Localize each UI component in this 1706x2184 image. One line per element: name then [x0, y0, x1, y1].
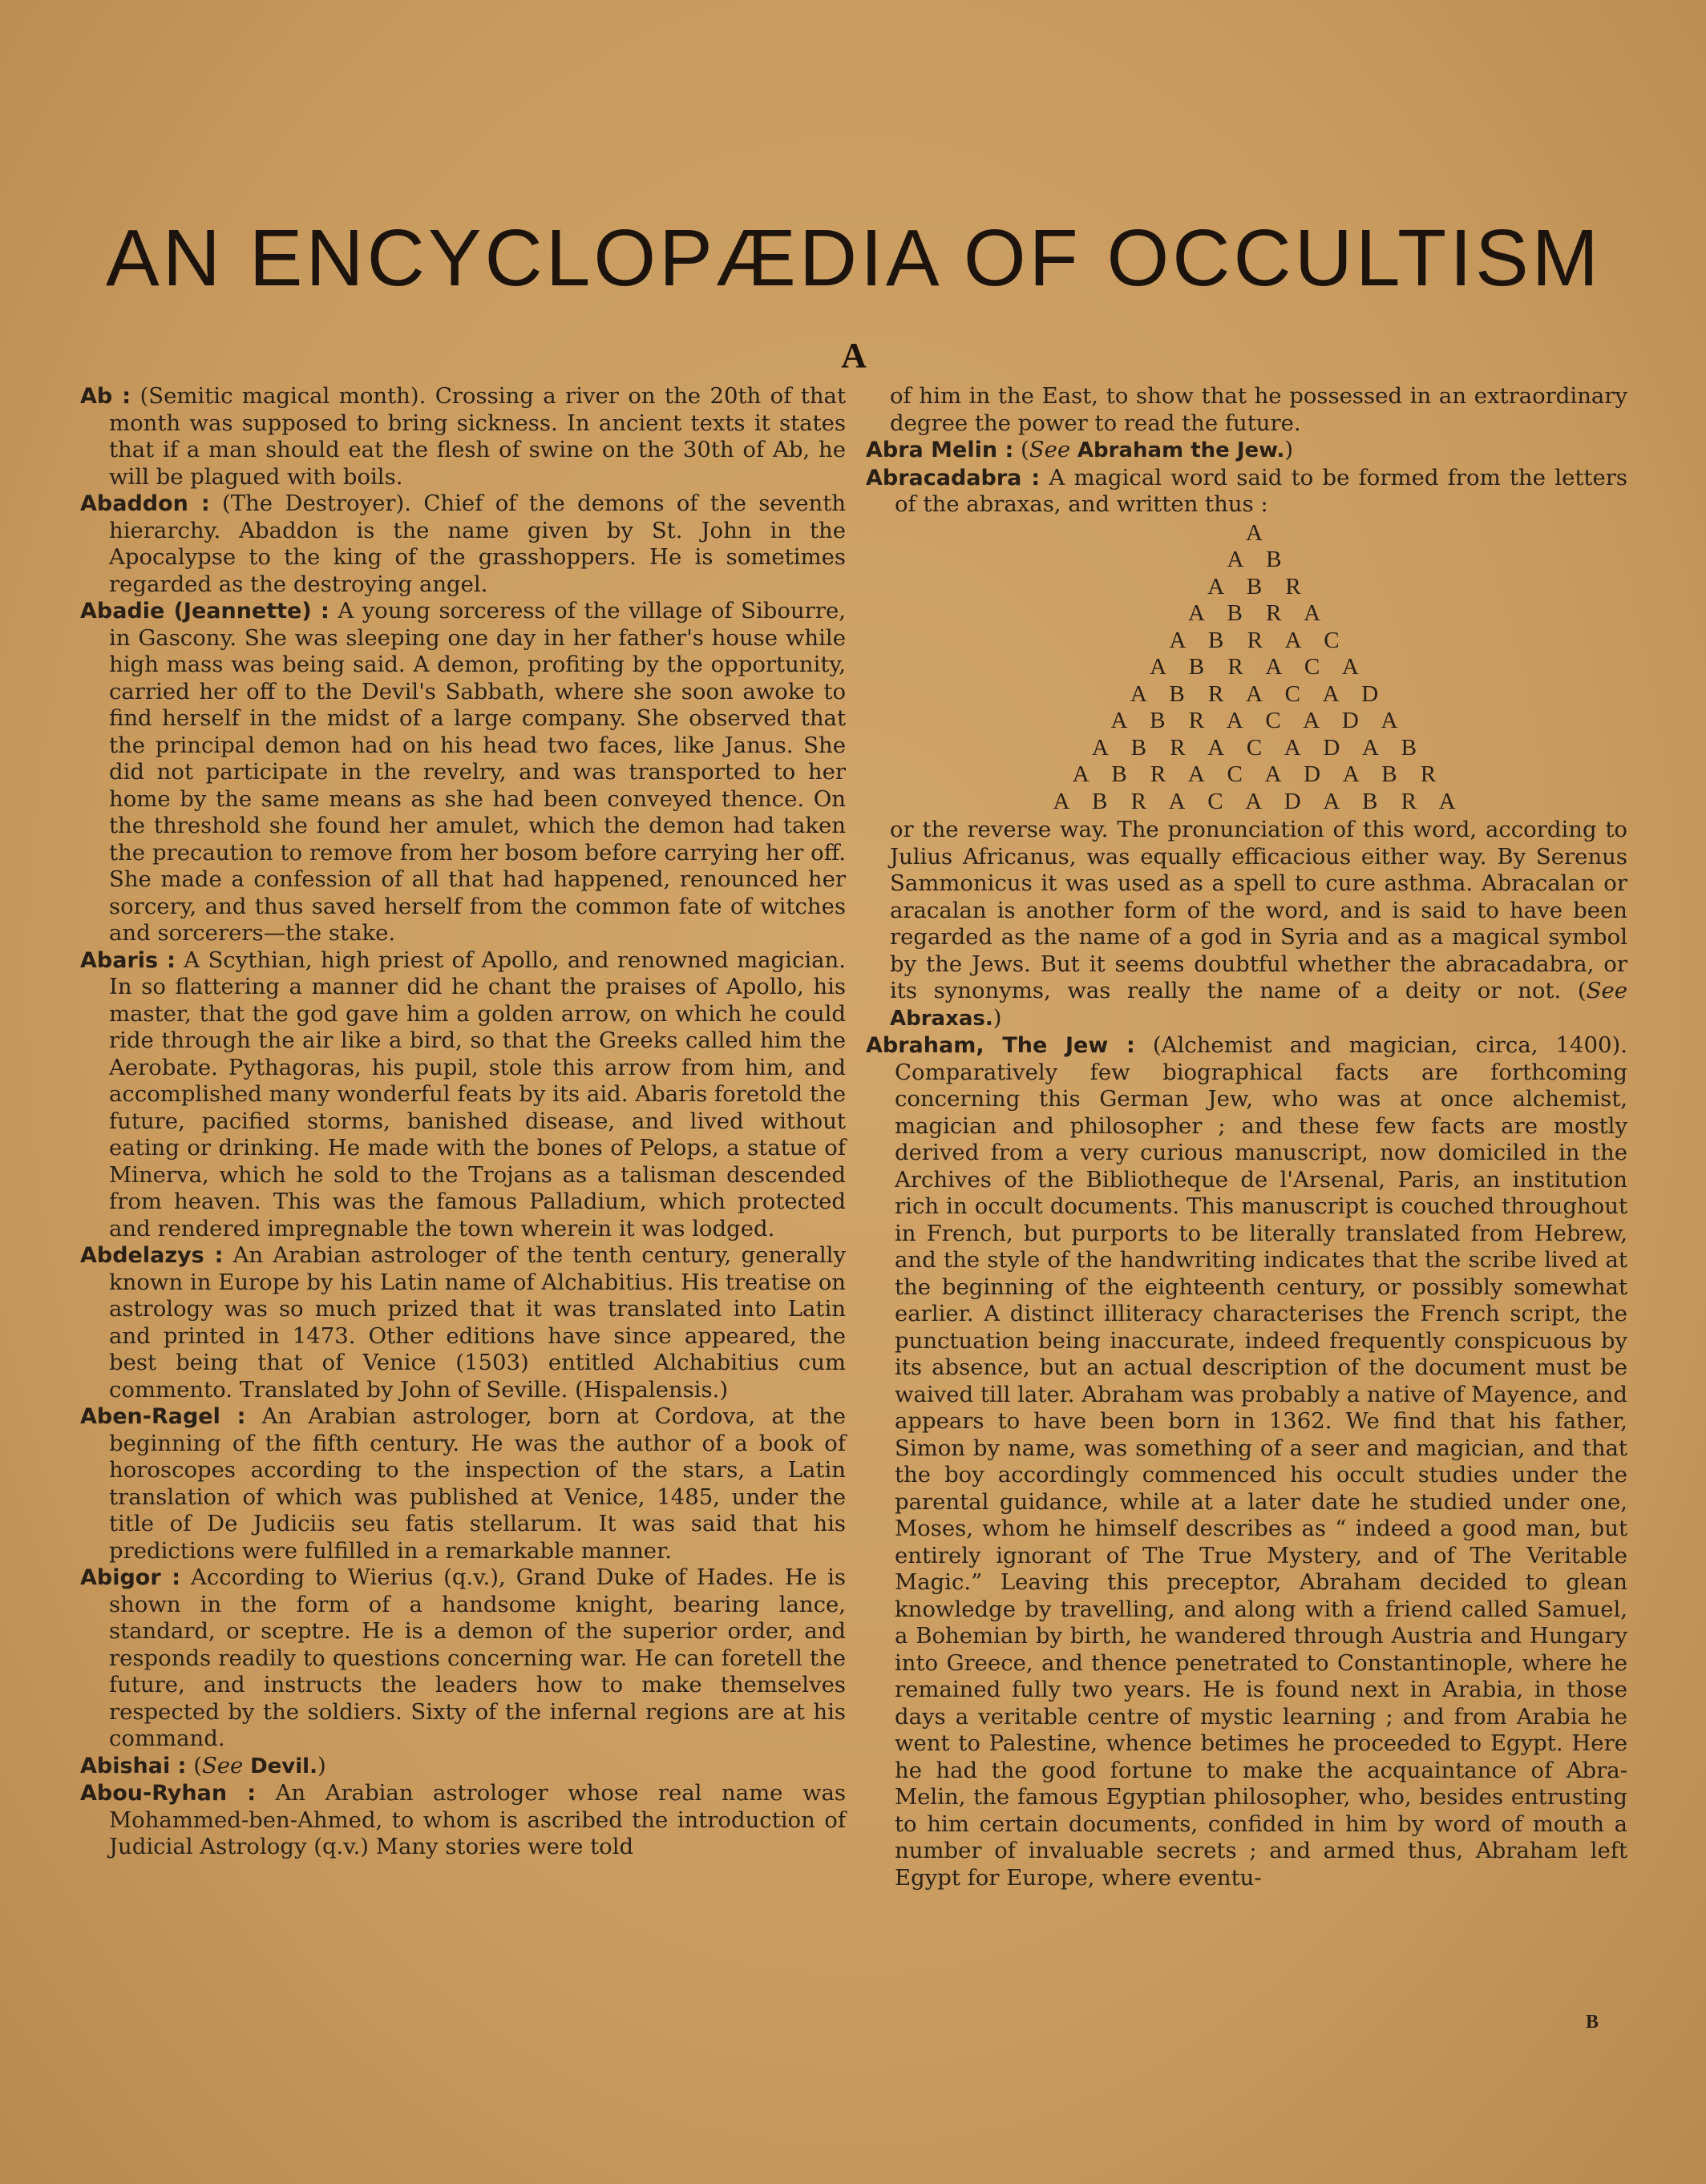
- entry-aben-ragel: [80, 1403, 846, 1564]
- headword: Ab :: [80, 384, 131, 409]
- pyramid-row: A B: [1227, 547, 1291, 572]
- entry-abaddon: [80, 490, 846, 598]
- cross-reference: Devil.: [250, 1754, 317, 1778]
- see-word: See: [1586, 978, 1627, 1003]
- section-letter: A: [841, 336, 867, 375]
- cross-reference: Abraham the Jew.: [1077, 438, 1285, 462]
- entry-text: According to Wierius (q.v.), Grand Duke of Hades. He is shown in the form of a handsome knight, bearing lance, standard, or sceptre. He is a demon of the superior order, and responds readily to questions concerning war. He can foretell the future, and instructs the leaders how to make themselves respected by the soldiers. Sixty of the infernal regions are at his command.: [109, 1564, 846, 1751]
- headword: Abaddon :: [80, 491, 210, 516]
- headword: Abra Melin :: [866, 438, 1014, 462]
- entry-text: An Arabian astrologer, born at Cordova, at the beginning of the fifth century. He was the author of a book of horoscopes according to the inspection of the stars, a Latin translation of which was published at Venice, 1485, under the title of De Judiciis seu fatis stellarum. It was said that his predictions were fulfilled in a remarkable manner.: [109, 1403, 846, 1564]
- continuation-text: of him in the East, to show that he possessed in an extraordinary degree the power to read the future.: [890, 383, 1627, 436]
- headword: Abigor :: [80, 1565, 181, 1590]
- entry-abra-melin: Abra Melin : (See Abraham the Jew.): [866, 437, 1294, 462]
- entry-text: A young sorceress of the village of Sibourre, in Gascony. She was sleeping one day in her father's house while high mass was being said. A demon, profiting by the opportunity, carried her off to the Devil's Sabbath, where she soon awoke to find herself in the midst of a large company. She observed that the principal demon had on his head two faces, like Janus. She did not participate in the revelry, and was transported to her home by the same means as she had been conveyed thence. On the threshold she found her amulet, which the demon had taken the precaution to remove from her bosom before carrying her off. She made a confession of all that had happened, renounced her sorcery, and thus saved herself from the common fate of witches and sorcerers—the stake.: [109, 598, 846, 946]
- paren-close: ): [317, 1752, 326, 1778]
- entry-text: A magical word said to be formed from the letters of the abraxas, and written thus :: [895, 464, 1627, 517]
- entry-abdelazys: [80, 1242, 846, 1403]
- entry-text: (Alchemist and magician, circa, 1400). Comparatively few biographical facts are forthcoming concerning this German Jew, who was at once alchemist, magician and philosopher ; and these few facts are mostly derived from a very curious manuscript, now domiciled in the Archives of the Bibliotheque de l'Arsenal, Paris, an institution rich in occult documents. This manuscript is couched throughout in French, but purports to be literally translated from Hebrew, and the style of the handwriting indicates that the scribe lived at the beginning of the eighteenth century, or possibly somewhat earlier. A distinct illiteracy characterises the French script, the punctuation being inaccurate, indeed frequently conspicuous by its absence, but an actual description of the document must be waived till later. Abraham was probably a native of Mayence, and appears to have been born in 1362. We find that his father, Simon by name, was something of a seer and magician, and that the boy accordingly commenced his occult studies under the parental guidance, while at a later date he studied under one, Moses, whom he himself describes as “ indeed a good man, but entirely ignorant of The True Mystery, and of The Veritable Magic.” Leaving this preceptor, Abraham decided to glean knowledge by travelling, and along with a friend called Samuel, a Bohemian by birth, he wandered through Austria and Hungary into Greece, and thence penetrated to Constantinople, where he remained fully two years. He is found next in Arabia, in those days a veritable centre of mystic learning ; and from Arabia he went to Palestine, whence betimes he proceeded to Egypt. Here he had the good fortune to make the acquaintance of Abra-Melin, the famous Egyptian philosopher, who, besides entrusting to him certain documents, confided in him by word of mouth a number of invaluable secrets ; and armed thus, Abraham left Egypt for Europe, where eventu-: [895, 1032, 1627, 1891]
- pyramid-row: A B R A C A D A B: [1092, 734, 1425, 761]
- paren-open: (: [193, 1752, 202, 1778]
- headword: Abaris :: [80, 947, 176, 973]
- headword: Abraham, The Jew :: [866, 1033, 1135, 1058]
- headword: Abracadabra :: [866, 465, 1041, 490]
- left-column: [80, 383, 846, 1861]
- page-title: AN ENCYCLOPÆDIA OF OCCULTISM: [106, 213, 1602, 303]
- pyramid-row: A B R: [1207, 573, 1310, 599]
- right-column: [866, 383, 1627, 1891]
- entry-abigor: [80, 1564, 846, 1753]
- signature-mark: B: [1586, 2012, 1599, 2033]
- entry-text: (The Destroyer). Chief of the demons of the seventh hierarchy. Abaddon is the name given by St. John in the Apocalypse to the king of the grasshoppers. He is sometimes regarded as the destroying angel.: [109, 490, 846, 597]
- entry-abishai: [80, 1753, 846, 1781]
- abracadabra-continued: or the reverse way. The pronunciation of this word, according to Julius Africanus, was equally efficacious either way. By Serenus Sammonicus it was used as a spell to cure asthma. Abracalan or aracalan is another form of the word, and is said to have been regarded as the name of a god in Syria and as a magical symbol by the Jews. But it seems doubtful whether the abracadabra, or its synonyms, was really the name of a deity or not. (See Abraxas.): [890, 817, 1627, 1031]
- pyramid-row: A B R A C A: [1150, 654, 1368, 680]
- entry-text: A Scythian, high priest of Apollo, and renowned magician. In so flattering a manner did he chant the praises of Apollo, his master, that the god gave him a golden arrow, on which he could ride through the air like a bird, so that the Greeks called him the Aerobate. Pythagoras, his pupil, stole this arrow from him, and accomplished many wonderful feats by its aid. Abaris foretold the future, pacified storms, banished disease, and lived without eating or drinking. He made with the bones of Pelops, a statue of Minerva, which he sold to the Trojans as a talisman descended from heaven. This was the famous Palladium, which protected and rendered impregnable the town wherein it was lodged.: [109, 947, 846, 1241]
- entry-abaris: [80, 947, 846, 1243]
- see-word: See: [201, 1752, 244, 1778]
- see-word: See: [1029, 437, 1071, 462]
- pyramid-row: A B R A C A D A B R: [1072, 761, 1445, 787]
- entry-abracadabra: [866, 465, 1627, 519]
- entry-abraham-the-jew: [866, 1032, 1627, 1891]
- headword: Abdelazys :: [80, 1243, 224, 1268]
- pyramid-row: A: [1246, 519, 1271, 546]
- headword: Abishai :: [80, 1753, 187, 1778]
- pyramid-row: A B R A C A D A B R A: [1053, 788, 1465, 814]
- entry-text: (Semitic magical month). Crossing a river on the 20th of that month was supposed to bring sickness. In ancient texts it states that if a man should eat the flesh of swine on the 30th of Ab, he will be plagued with boils.: [109, 383, 846, 490]
- pyramid-row: A B R A C A D: [1130, 680, 1388, 707]
- entry-abou-ryhan: [80, 1780, 846, 1861]
- entry-abadie: [80, 598, 846, 947]
- headword: Aben-Ragel :: [80, 1404, 246, 1429]
- headword: Abou-Ryhan :: [80, 1781, 257, 1806]
- cross-reference: Abraxas.: [890, 1006, 993, 1031]
- pyramid-row: A B R A C: [1169, 627, 1348, 653]
- entry-text: An Arabian astrologer of the tenth century, generally known in Europe by his Latin name of Alchabitius. His treatise on astrology was so much prized that it was translated into Latin and printed in 1473. Other editions have since appeared, the best being that of Venice (1503) entitled Alchabitius cum commento. Translated by John of Seville. (Hispalensis.): [109, 1242, 846, 1403]
- entry-ab: [80, 383, 846, 490]
- abracadabra-pyramid: [890, 520, 1627, 816]
- entry-text: or the reverse way. The pronunciation of this word, according to Julius Africanus, was equally efficacious either way. By Serenus Sammonicus it was used as a spell to cure asthma. Abracalan or aracalan is another form of the word, and is said to have been regarded as the name of a god in Syria and as a magical symbol by the Jews. But it seems doubtful whether the abracadabra, or its synonyms, was really the name of a deity or not.: [890, 817, 1627, 1003]
- entry-text: An Arabian astrologer whose real name was Mohammed-ben-Ahmed, to whom is ascribed the introduction of Judicial Astrology (q.v.) Many stories were told: [109, 1780, 846, 1859]
- pyramid-row: A B R A: [1187, 600, 1330, 626]
- pyramid-row: A B R A C A D A: [1110, 708, 1407, 733]
- headword: Abadie (Jeannette) :: [80, 599, 329, 624]
